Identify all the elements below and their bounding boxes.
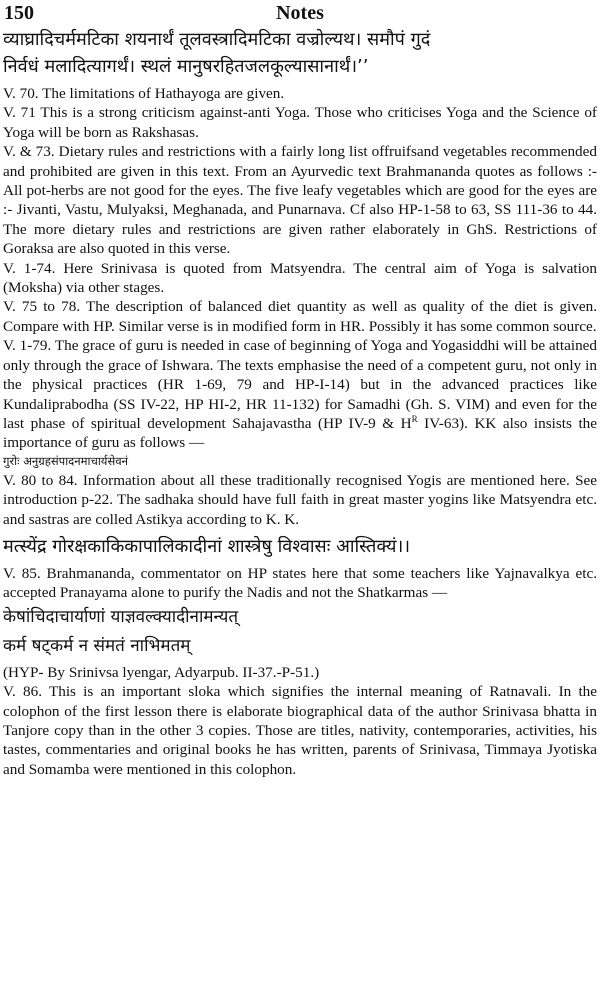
note-v73: V. & 73. Dietary rules and restrictions with a fairly long list offruifsand vegetables recommended and prohibited are given in this text. From an Ayurvedic text Brahmananda quotes as follows :-All pot-herbs are not good for the eyes. The five leafy vegetables which are good for the eyes are :- Jivanti, Vastu, Mulyaksi, Meghanada, and Punarnava. Cf also HP-1-58 to 63, SS 111-36 to 44. The more dietary rules and restrictions are given rather elaborately in GhS. Restrictions of Goraksa are also quoted in this verse. xyxy=(3,143,597,258)
guru-quote: गुरोः अनुग्रहसंपादनमाचार्यसेवनं xyxy=(3,453,129,468)
note-v79-superscript: R xyxy=(411,413,418,424)
page-title: Notes xyxy=(276,2,324,24)
opening-sanskrit-line-1: व्याघ्रादिचर्ममटिका शयनार्थं तूलवस्त्रादिमटिका वज्रोल्यथ। समौपं गुदं xyxy=(3,29,431,50)
note-v79-text-a: V. 1-79. The grace of guru is needed in case of beginning of Yoga and Yogasiddhi will be attained only through the grace of Ishwara. The texts emphasise the need of a competent guru, not only in the physical practices (HR 1-69, 79 and HP-I-14) but in the advanced practices like Kundaliprabodha (SS IV-22, HP HI-2, HR 11-132) for Samadhi (Gh. S. VIM) and even for the last phase of spiritual development Sahajavastha (HP IV-9 & H xyxy=(3,337,597,432)
note-v70: V. 70. The limitations of Hathayoga are given. xyxy=(3,85,285,102)
note-v85: V. 85. Brahmananda, commentator on HP states here that some teachers like Yajnavalkya etc. accepted Pranayama alone to purify the Nadis and not the Shatkarmas — xyxy=(3,564,597,602)
note-v74: V. 1-74. Here Srinivasa is quoted from Matsyendra. The central aim of Yoga is salvation (Moksha) via other stages. xyxy=(3,259,597,297)
note-v79-text-b: IV-63). KK also insists the importance of guru as follows — xyxy=(3,414,597,452)
note-v71: V. 71 This is a strong criticism against-anti Yoga. Those who criticises Yoga and the Science of Yoga will be born as Rakshasas. xyxy=(3,104,597,141)
brahmananda-quote-line-2: कर्म षट्कर्म न संमतं नाभिमतम् xyxy=(3,635,191,656)
page-header xyxy=(3,0,597,26)
note-v86: V. 86. This is an important sloka which signifies the internal meaning of Ratnavali. In the colophon of the first lesson there is elaborate biographical data of the author Srinivasa bhatta in Tanjore copy than in the other 3 copies. Those are titles, nativity, contemporaries, activities, his tastes, commentaries and original books he has written, parents of Srinivasa, Timmaya Jyotiska and Somamba were mentioned in this colophon. xyxy=(3,683,597,778)
note-v80: V. 80 to 84. Information about all these traditionally recognised Yogis are mentioned here. See introduction p-22. The sadhaka should have full faith in great master yogins like Matsyendra etc. and sastras are colled Astikya according to K. K. xyxy=(3,471,597,528)
note-v79 xyxy=(3,336,597,452)
opening-sanskrit-line-2: निर्वधं मलादित्यागर्थं। स्थलं मानुषरहितजलकूल्यासानार्थं।’’ xyxy=(3,56,369,77)
brahmananda-quote-line-1: केषांचिदाचार्याणां याज्ञवल्क्यादीनामन्यत् xyxy=(3,606,239,627)
yogis-quote: मत्स्येंद्र गोरक्षकाकिकापालिकादीनां शास्त्रेषु विश्वासः आस्तिक्यं।। xyxy=(3,535,411,557)
page-number: 150 xyxy=(4,2,34,24)
hyp-reference: (HYP- By Srinivsa lyengar, Adyarpub. II-37.-P-51.) xyxy=(3,663,320,681)
note-v75: V. 75 to 78. The description of balanced diet quantity as well as quality of the diet is given. Compare with HP. Similar verse is in modified form in HR. Possibly it has some common source. xyxy=(3,298,597,335)
